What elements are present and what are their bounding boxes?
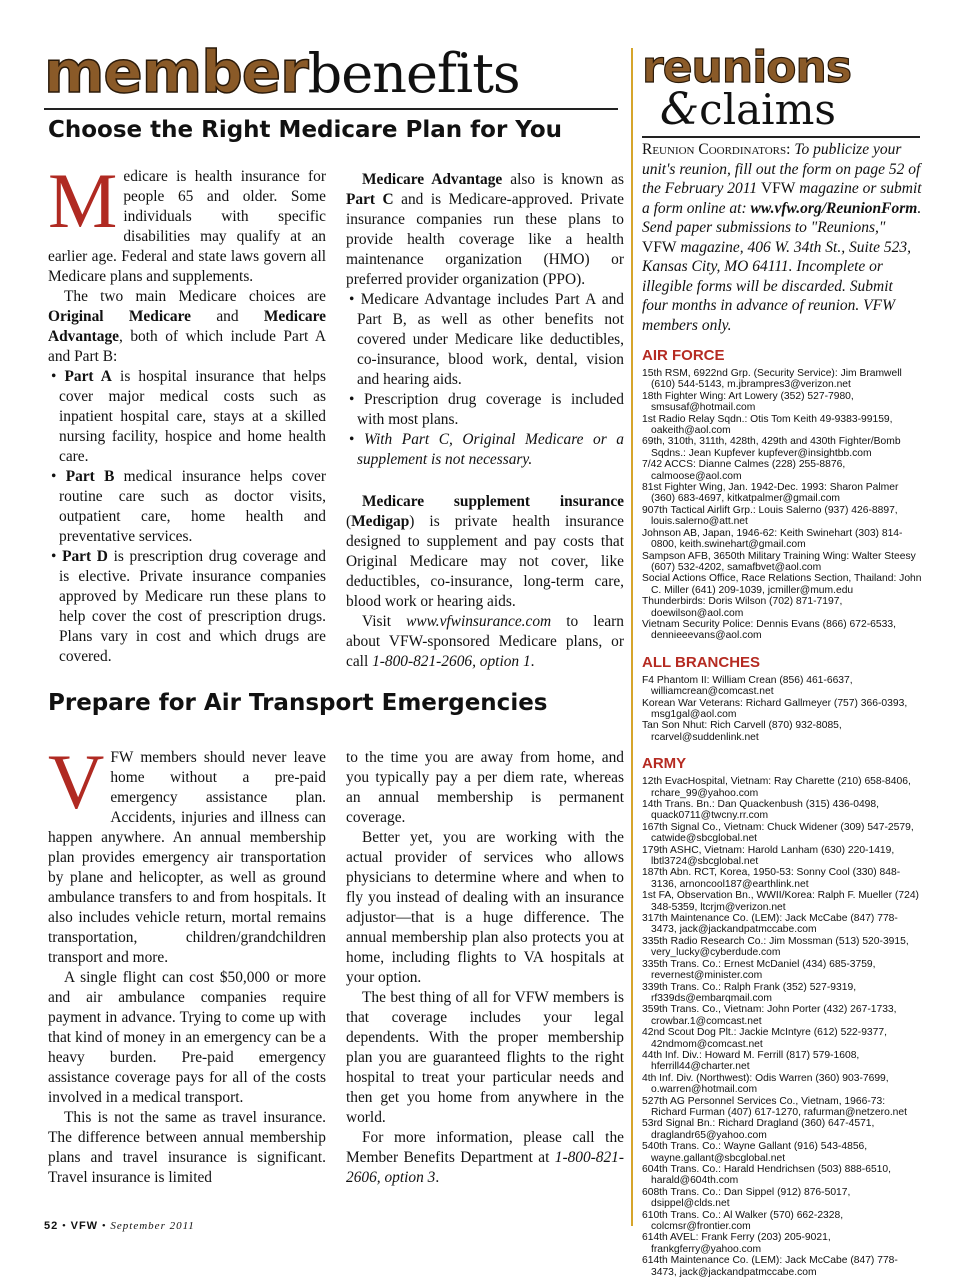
- reunion-entry: 907th Tactical Airlift Grp.: Louis Salerno (937) 426-8897, louis.salerno@att.net: [642, 504, 898, 528]
- reunion-entry: 4th Inf. Div. (Northwest): Odis Warren (360) 903-7699, o.warren@hotmail.com: [642, 1072, 889, 1096]
- reunion-entry: Sampson AFB, 3650th Military Training Wing: Walter Steesy (607) 532-4202, samafbvet@aol.com: [642, 550, 916, 573]
- article2-col1: [48, 738, 326, 1188]
- reunion-entry: 335th Radio Research Co.: Jim Mossman (513) 520-3915, very_lucky@cyberdude.com: [642, 935, 909, 959]
- insurance-link[interactable]: www.vfwinsurance.com: [406, 613, 552, 630]
- article2-p5: Better yet, you are working with the actual provider of services who allows physicians to determine where and when to fly you instead of dealing with an insurance adjustor—that is a huge difference. The annual membership plan also protects you at home, including flights to VA hospitals at your option.: [346, 829, 624, 986]
- reunion-entry: 69th, 310th, 311th, 428th, 429th and 430th Fighter/Bomb Sqdns.: Jean Kupfever kupfever@insightbb.com: [642, 436, 901, 459]
- reunion-entry: 44th Inf. Div.: Howard M. Ferrill (817) 579-1608, hferrill44@charter.net: [642, 1049, 860, 1073]
- reunion-entry: 614th AVEL: Frank Ferry (203) 205-9021, frankgferry@yahoo.com: [642, 1232, 831, 1255]
- sidebar-rule: [642, 136, 920, 138]
- article1-title: Choose the Right Medicare Plan for You: [48, 117, 563, 143]
- article2-p4: to the time you are away from home, and you typically pay a per diem rate, whereas an annual membership is permanent coverage.: [346, 749, 624, 826]
- masthead-rule: [44, 108, 618, 110]
- article1-visit: Visit www.vfwinsurance.com to learn about VFW-sponsored Medicare plans, or call 1-800-821-2606, option 1.: [346, 613, 624, 670]
- masthead-benefits: benefits: [307, 42, 520, 105]
- reunion-form-link[interactable]: ww.vfw.org/ReunionForm: [750, 199, 918, 217]
- reunion-entry: 179th ASHC, Vietnam: Harold Lanham (630) 220-1419, lbtl3724@sbcglobal.net: [642, 844, 895, 868]
- reunion-entry: Korean War Veterans: Richard Gallmeyer (757) 366-0393, msg1gal@aol.com: [642, 697, 908, 720]
- article1-advantage: Medicare Advantage also is known as Part C and is Medicare-approved. Private insurance companies run these plans to provide health coverage like a health maintenance organization (HMO) or preferred provider organization (PPO).: [346, 171, 624, 288]
- advantage-list: [346, 290, 624, 470]
- reunion-entry: 1st FA, Observation Bn., WWII/Korea: Ralph F. Mueller (724) 348-5359, ltcrjm@verizon.net: [642, 890, 919, 913]
- reunion-entry: 608th Trans. Co.: Dan Sippel (912) 876-5017, dsippel@clds.net: [642, 1186, 851, 1210]
- branch-entries: [642, 776, 922, 1278]
- reunion-entry: 187th Abn. RCT, Korea, 1950-53: Sonny Cool (330) 848-3136, arnoncool187@earthlink.net: [642, 867, 901, 890]
- sidebar-heading-claims: &claims: [660, 84, 836, 135]
- reunion-entry: 610th Trans. Co.: Al Walker (570) 662-2328, colcmsr@frontier.com: [642, 1209, 844, 1233]
- section-masthead: [44, 38, 520, 106]
- reunion-entry: Tan Son Nhut: Rich Carvell (870) 932-8085, rcarvel@suddenlink.net: [642, 720, 842, 743]
- branch-entries: [642, 368, 922, 642]
- branch-heading: ALL BRANCHES: [642, 653, 761, 671]
- reunion-entry: 527th AG Personnel Services Co., Vietnam, 1966-73: Richard Furman (407) 617-1270, rafurman@netzero.net: [642, 1095, 907, 1118]
- list-item-part-d: • Part D is prescription drug coverage and is elective. Private insurance companies approved by Medicare run these plans to help cover the cost of prescription drugs. Plans vary in cost and which drugs are covered.: [48, 547, 326, 667]
- parts-list: [48, 367, 326, 667]
- reunion-entry: 14th Trans. Bn.: Dan Quackenbush (315) 436-0498, quack0711@twcny.rr.com: [642, 799, 879, 822]
- reunion-entry: 1st Radio Relay Sqdn.: Otis Tom Keith 49-9383-99159, oakeith@aol.com: [642, 413, 893, 437]
- article2-p1: FW members should never leave home without a pre-paid emergency assistance plan. Accidents, injuries and illness can happen anywhere. An annual membership plan provides emergency air transportation by plane and helicopter, as well as ground ambulance transfers to and from hospitals. It also includes vehicle return, mortal remains transportation, children/grandchildren transport and more.: [48, 749, 326, 966]
- dropcap-v: V: [48, 738, 105, 825]
- issue-date: September 2011: [110, 1220, 195, 1232]
- article2-title: Prepare for Air Transport Emergencies: [48, 690, 548, 716]
- list-item: • With Part C, Original Medicare or a supplement is not necessary.: [346, 430, 624, 470]
- branch-heading: AIR FORCE: [642, 347, 725, 364]
- dropcap-m: M: [48, 157, 118, 244]
- page-number: 52: [44, 1220, 59, 1232]
- reunions-intro: Reunion Coordinators: To publicize your unit's reunion, fill out the form on page 52 of the February 2011 VFW magazine or submit a form online at: ww.vfw.org/ReunionForm. Send paper submissions to "Reunions," VFW magazine, 406 W. 34th St., Suite 523, Kansas City, MO 64111. Incomplete or illegible forms will be discarded. Submit four months in advance of reunion. VFW members only.: [642, 141, 922, 334]
- reunion-entry: 53rd Signal Bn.: Richard Dragland (360) 647-4571, draglandr65@yahoo.com: [642, 1118, 875, 1141]
- article2-col2: [346, 748, 624, 1188]
- branch-entries: [642, 675, 922, 743]
- reunions-branches: [642, 347, 922, 1278]
- masthead-member: member: [44, 38, 308, 106]
- article1-p2: The two main Medicare choices are Original Medicare and Medicare Advantage, both of which include Part A and Part B:: [48, 288, 326, 365]
- reunion-entry: 540th Trans. Co.: Wayne Gallant (916) 543-4856, wayne.gallant@sbcglobal.net: [642, 1141, 868, 1164]
- reunion-entry: Social Actions Office, Race Relations Section, Thailand: John C. Miller (641) 209-1039, jcmiller@mum.edu: [642, 573, 922, 596]
- reunion-entry: Vietnam Security Police: Dennis Evans (866) 672-6533, dennieeevans@aol.com: [642, 618, 896, 642]
- reunion-entry: Johnson AB, Japan, 1946-62: Keith Swinehart (303) 814-0800, keith.swinehart@gmail.com: [642, 527, 903, 551]
- article2-p7: For more information, please call the Member Benefits Department at 1-800-821-2606, option 3.: [346, 1129, 624, 1186]
- reunion-entry: 18th Fighter Wing: Art Lowery (352) 527-7980, smsusaf@hotmail.com: [642, 390, 854, 414]
- reunion-entry: 335th Trans. Co.: Ernest McDaniel (434) 685-3759, revernest@minister.com: [642, 958, 876, 982]
- reunion-entry: 339th Trans. Co.: Ralph Frank (352) 527-9319, rf339ds@embarqmail.com: [642, 981, 857, 1004]
- article1-col1: [48, 157, 326, 667]
- reunion-entry: 604th Trans. Co.: Harald Hendrichsen (503) 888-6510, harald@604th.com: [642, 1164, 891, 1187]
- reunion-entry: 81st Fighter Wing, Jan. 1942-Dec. 1993: Sharon Palmer (360) 683-4697, kitkatpalmer@gmail.com: [642, 482, 899, 505]
- article1-p1: edicare is health insurance for people 65 and older. Some individuals with specific disabilities may qualify at an earlier age. Federal and state laws govern all Medicare plans and supplements.: [48, 168, 326, 285]
- reunion-entry: 614th Maintenance Co. (LEM): Jack McCabe (847) 778-3473, jack@jackandpatmccabe.com: [642, 1255, 898, 1278]
- list-item-part-b: • Part B medical insurance helps cover routine care such as doctor visits, outpatient care, home health and preventative services.: [48, 467, 326, 547]
- reunion-entry: 42nd Scout Dog Plt.: Jackie McIntyre (612) 522-9377, 42ndmom@comcast.net: [642, 1027, 887, 1050]
- article2-p2: A single flight can cost $50,000 or more and air ambulance companies require payment in advance. Trying to come up with that kind of money in an emergency can be a heavy burden. Pre-paid emergency assistance coverage pays for all of the costs involved in a medical transport.: [48, 969, 326, 1106]
- sidebar-heading-reunions: reunions: [642, 42, 852, 93]
- column-divider: [631, 48, 633, 1226]
- article1-medigap: Medicare supplement insurance (Medigap) is private health insurance designed to supplement and pay costs that Original Medicare may not cover, like deductibles, co-insurance, long-term care, blood work or hearing aids.: [346, 493, 624, 610]
- article1-col2: [346, 170, 624, 672]
- reunion-entry: 12th EvacHospital, Vietnam: Ray Charette (210) 658-8406, rchare_99@yahoo.com: [642, 776, 911, 799]
- reunion-entry: 317th Maintenance Co. (LEM): Jack McCabe (847) 778-3473, jack@jackandpatmccabe.com: [642, 913, 898, 936]
- article2-p3: This is not the same as travel insurance. The difference between annual membership plans and travel insurance is significant. Travel insurance is limited: [48, 1109, 326, 1186]
- list-item: • Medicare Advantage includes Part A and Part B, as well as other benefits not covered under Medicare like deductibles, co-insurance, blood work, dental, vision and hearing aids.: [346, 290, 624, 390]
- reunion-entry: 7/42 ACCS: Dianne Calmes (228) 255-8876, calmoose@aol.com: [642, 459, 846, 482]
- page-footer: 52 • VFW • September 2011: [44, 1220, 195, 1232]
- list-item: • Prescription drug coverage is included with most plans.: [346, 390, 624, 430]
- article2-p6: The best thing of all for VFW members is that coverage includes your legal dependents. With the proper membership plan you are guaranteed flights to the right hospital to treat your particular needs and then get you home from anywhere in the world.: [346, 989, 624, 1126]
- reunion-entry: Thunderbirds: Doris Wilson (702) 871-7197, doewilson@aol.com: [642, 596, 843, 619]
- reunion-entry: 15th RSM, 6922nd Grp. (Security Service): Jim Bramwell (610) 544-5143, m.jbrampres3@verizon.net: [642, 368, 902, 391]
- reunion-entry: 167th Signal Co., Vietnam: Chuck Widener (309) 547-2579, catwide@sbcglobal.net: [642, 821, 914, 845]
- list-item-part-a: • Part A is hospital insurance that helps cover major medical costs such as inpatient hospital care, stays at a skilled nursing facility, hospice and home health care.: [48, 367, 326, 467]
- reunions-sidebar: [642, 140, 922, 1278]
- branch-heading: ARMY: [642, 755, 687, 773]
- reunion-entry: F4 Phantom II: William Crean (856) 461-6637, williamcrean@comcast.net: [642, 674, 853, 698]
- reunion-entry: 359th Trans. Co., Vietnam: John Porter (432) 267-1733, crowbar.1@comcast.net: [642, 1004, 897, 1027]
